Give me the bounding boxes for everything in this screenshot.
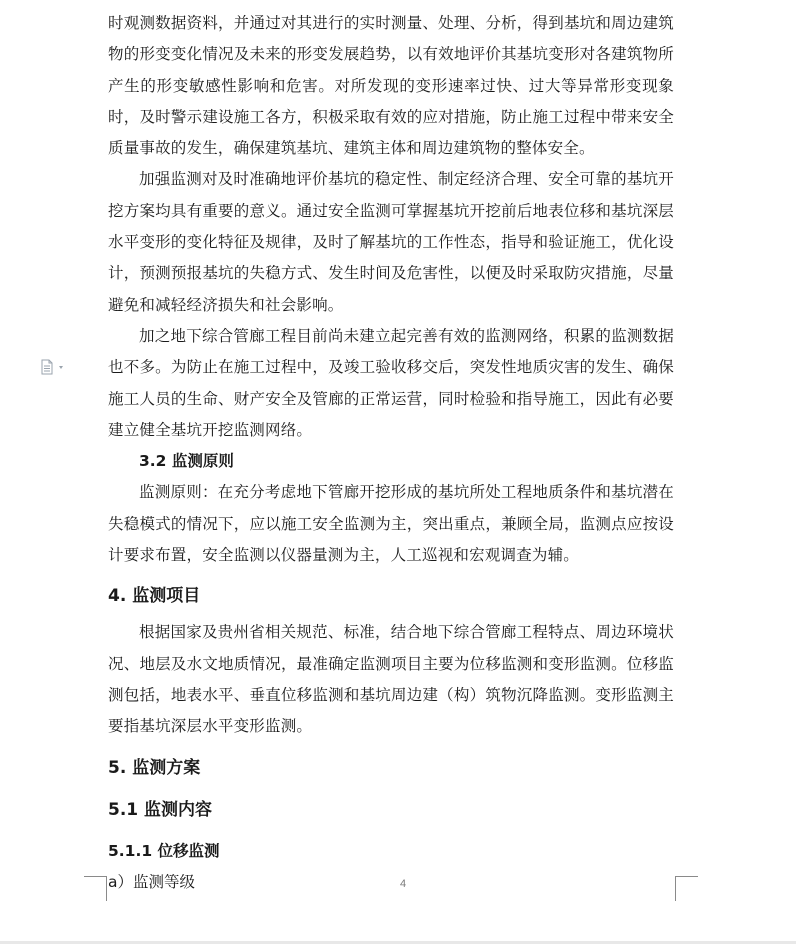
paragraph-monitoring-significance: 加强监测对及时准确地评价基坑的稳定性、制定经济合理、安全可靠的基坑开挖方案均具有重要的意义。通过安全监测可掌握基坑开挖前后地表位移和基坑深层水平变形的变化特征及规律，及时了解基坑的工作性态，指导和验证施工，优化设计，预测预报基坑的失稳方式、发生时间及危害性，以便及时采取防灾措施，尽量避免和减轻经济损失和社会影响。 [108, 170, 674, 314]
heading-3-2: 3.2 监测原则 [139, 452, 234, 471]
heading-5-1-1: 5.1.1 位移监测 [108, 841, 220, 860]
paragraph-monitoring-network: 加之地下综合管廊工程目前尚未建立起完善有效的监测网络，积累的监测数据也不多。为防止在施工过程中，及竣工验收移交后，突发性地质灾害的发生、确保施工人员的生命、财产安全及管廊的正常运营，同时检验和指导施工，因此有必要建立健全基坑开挖监测网络。 [108, 326, 674, 439]
paragraph-doc-icon[interactable] [40, 359, 70, 375]
doc-dropdown-icon [40, 359, 70, 375]
list-item-a: a）监测等级 [108, 872, 195, 891]
paragraph-monitoring-items: 根据国家及贵州省相关规范、标准，结合地下综合管廊工程特点、周边环境状况、地层及水文地质情况，最准确定监测项目主要为位移监测和变形监测。位移监测包括，地表水平、垂直位移监测和基坑周边建（构）筑物沉降监测。变形监测主要指基坑深层水平变形监测。 [108, 623, 674, 736]
page-body [108, 8, 674, 895]
heading-5-1: 5.1 监测内容 [108, 799, 213, 820]
page-corner-mark-left [84, 876, 107, 901]
heading-4: 4. 监测项目 [108, 586, 201, 607]
paragraph-monitoring-principle: 监测原则：在充分考虑地下管廊开挖形成的基坑所处工程地质条件和基坑潜在失稳模式的情况下，应以施工安全监测为主，突出重点，兼顾全局，监测点应按设计要求布置，安全监测以仪器量测为主，人工巡视和宏观调查为辅。 [108, 483, 674, 565]
heading-5: 5. 监测方案 [108, 757, 201, 778]
page-corner-mark-right [675, 876, 698, 901]
paragraph-monitoring-purpose: 时观测数据资料，并通过对其进行的实时测量、处理、分析，得到基坑和周边建筑物的形变变化情况及未来的形变发展趋势，以有效地评价其基坑变形对各建筑物所产生的形变敏感性影响和危害。对所发现的变形速率过快、过大等异常形变现象时，及时警示建设施工各方，积极采取有效的应对措施，防止施工过程中带来安全质量事故的发生，确保建筑基坑、建筑主体和周边建筑物的整体安全。 [108, 14, 674, 158]
page-number: 4 [399, 878, 407, 890]
